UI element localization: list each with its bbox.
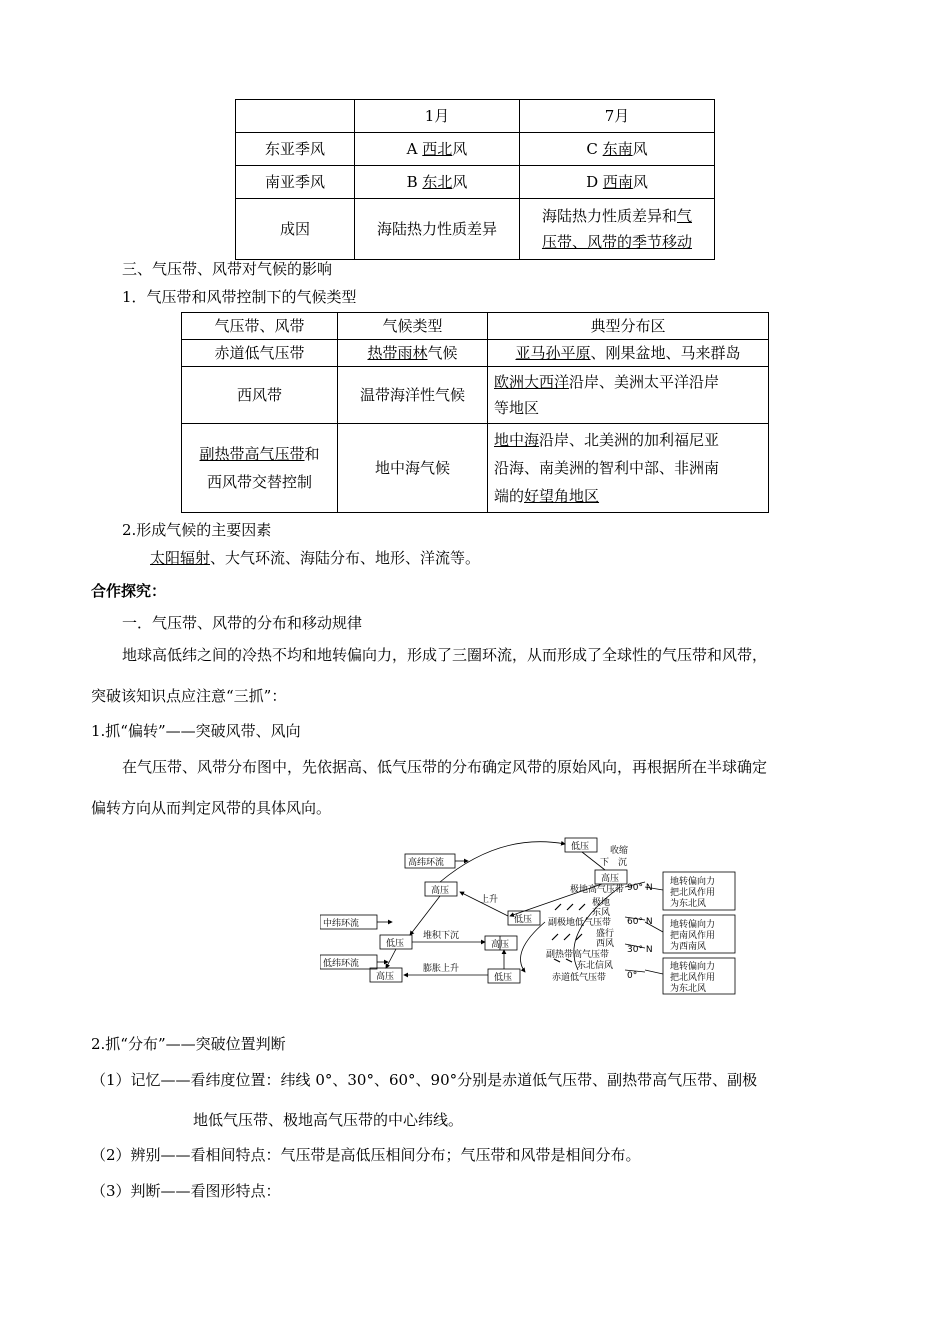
diagram-label: 东北信风 xyxy=(577,961,614,971)
table-cell xyxy=(520,166,715,199)
table-cell: 赤道低气压带 xyxy=(182,340,338,367)
list-item-continuation: 地低气压带、极地高气压带的中心纬线。 xyxy=(193,1111,464,1129)
table-cell: 地中海气候 xyxy=(338,424,488,513)
diagram-label: 副热带高气压带 xyxy=(546,950,610,960)
cell-underlined: 热带雨林 xyxy=(367,344,428,362)
diagram-label: 极地高气压带 xyxy=(570,885,625,895)
table-header-cell: 典型分布区 xyxy=(488,313,769,340)
table-header-cell: 1月 xyxy=(355,100,520,133)
table-cell xyxy=(182,424,338,513)
note-line: 地转偏向力 xyxy=(670,962,716,972)
cell-text: 、刚果盆地、马来群岛 xyxy=(590,344,741,362)
table-cell xyxy=(488,340,769,367)
note-line: 地转偏向力 xyxy=(670,920,716,930)
table-cell xyxy=(355,166,520,199)
table-row xyxy=(182,367,769,424)
row-label: 成因 xyxy=(236,199,355,260)
section-heading: 三、气压带、风带对气候的影响 xyxy=(122,260,333,278)
paragraph xyxy=(150,547,480,568)
diagram-label: 副极地低气压带 xyxy=(548,918,612,928)
diagram-label: 低纬环流 xyxy=(323,959,360,969)
cell-text: C xyxy=(586,140,603,158)
table-row xyxy=(236,100,715,133)
table-row xyxy=(182,313,769,340)
cell-text: A xyxy=(406,140,423,158)
diagram-label: 高压 xyxy=(431,886,450,896)
cell-text: 风 xyxy=(632,140,648,158)
diagram-label: 高纬环流 xyxy=(408,858,445,868)
table-cell: 海陆热力性质差异 xyxy=(355,199,520,260)
diagram-label: 高压 xyxy=(491,940,510,950)
table-header-cell: 气压带、风带 xyxy=(182,313,338,340)
latitude-label: 90° N xyxy=(627,883,653,893)
note-line: 地转偏向力 xyxy=(670,877,716,887)
diagram-label: 上升 xyxy=(480,895,499,905)
diagram-label: 低压 xyxy=(514,915,533,925)
subsection-heading: 一．气压带、风带的分布和移动规律 xyxy=(122,614,363,632)
diagram-label: 下 xyxy=(600,858,610,868)
cell-underlined: 地中海 xyxy=(494,431,540,449)
note-line: 为东北风 xyxy=(670,984,707,994)
cell-text: 风 xyxy=(452,140,468,158)
cell-underlined: 气 xyxy=(677,207,693,225)
row-label: 东亚季风 xyxy=(236,133,355,166)
latitude-label: 60° N xyxy=(627,917,653,927)
table-cell: 温带海洋性气候 xyxy=(338,367,488,424)
subsection-heading: 1．气压带和风带控制下的气候类型 xyxy=(122,288,357,306)
cell-underlined: 副热带高气压带 xyxy=(199,445,305,463)
paragraph: 偏转方向从而判定风带的具体风向。 xyxy=(91,799,332,817)
paragraph: 在气压带、风带分布图中，先依据高、低气压带的分布确定风带的原始风向，再根据所在半球确定 xyxy=(122,758,768,776)
table-row xyxy=(236,199,715,260)
diagram-label: 低压 xyxy=(494,973,513,983)
cell-text: 和 xyxy=(304,445,320,463)
row-label: 南亚季风 xyxy=(236,166,355,199)
cell-underlined: 西南 xyxy=(602,173,633,191)
table-cell xyxy=(520,133,715,166)
cell-underlined: 东北 xyxy=(422,173,453,191)
list-item: （1）记忆——看纬度位置：纬线 0°、30°、60°、90°分别是赤道低气压带、副热带高气压带、副极 xyxy=(91,1071,758,1089)
cell-text: 沿海、南美洲的智利中部、非洲南 xyxy=(494,459,720,477)
table-cell xyxy=(488,367,769,424)
cell-text: 风 xyxy=(632,173,648,191)
latitude-label: 0° xyxy=(627,971,638,981)
underlined-text: 太阳辐射 xyxy=(150,549,211,567)
diagram-label: 高压 xyxy=(601,874,620,884)
note-line: 为东北风 xyxy=(670,899,707,909)
cell-text: 西风带交替控制 xyxy=(206,473,312,491)
table-row xyxy=(182,424,769,513)
diagram-label: 西风 xyxy=(596,939,615,949)
table-header-cell xyxy=(236,100,355,133)
diagram-label: 低压 xyxy=(386,939,405,949)
cell-text: 沿岸、美洲太平洋沿岸 xyxy=(569,373,720,391)
diagram-label: 东风 xyxy=(592,908,611,918)
subsection-heading: 2.形成气候的主要因素 xyxy=(122,521,272,539)
table-cell xyxy=(355,133,520,166)
paragraph: 突破该知识点应注意“三抓”： xyxy=(91,687,287,705)
list-item: （2）辨别——看相间特点：气压带是高低压相间分布；气压带和风带是相间分布。 xyxy=(91,1146,641,1164)
cell-text: 气候 xyxy=(427,344,458,362)
table-cell: 西风带 xyxy=(182,367,338,424)
diagram-label: 膨胀上升 xyxy=(423,964,460,974)
cell-underlined: 东南 xyxy=(602,140,633,158)
diagram-label: 赤道低气压带 xyxy=(552,973,607,983)
diagram-label: 盛行 xyxy=(596,929,615,939)
cell-text: 端的 xyxy=(494,487,525,505)
table-cell xyxy=(488,424,769,513)
latitude-label: 30° N xyxy=(627,945,653,955)
table-header-cell: 7月 xyxy=(520,100,715,133)
circulation-diagram xyxy=(320,832,740,997)
table-row xyxy=(236,133,715,166)
cell-underlined: 亚马孙平原 xyxy=(515,344,591,362)
paragraph: 地球高低纬之间的冷热不均和地转偏向力，形成了三圈环流，从而形成了全球性的气压带和风带， xyxy=(122,646,768,664)
note-line: 把北风作用 xyxy=(670,888,716,898)
note-line: 把北风作用 xyxy=(670,973,716,983)
cell-text: 风 xyxy=(452,173,468,191)
cell-underlined: 欧洲大西洋 xyxy=(494,373,570,391)
cell-text: 沿岸、北美洲的加利福尼亚 xyxy=(539,431,720,449)
table-row xyxy=(236,166,715,199)
table-header-cell: 气候类型 xyxy=(338,313,488,340)
climate-table xyxy=(181,312,769,513)
cell-underlined: 西北 xyxy=(422,140,453,158)
table-cell xyxy=(520,199,715,260)
note-line: 把南风作用 xyxy=(670,931,716,941)
cell-text: 等地区 xyxy=(494,399,540,417)
subsection-heading: 1.抓“偏转”——突破风带、风向 xyxy=(91,722,301,740)
note-line: 为西南风 xyxy=(670,942,707,952)
diagram-label: 高压 xyxy=(376,972,395,982)
diagram-label: 收缩 xyxy=(610,846,629,856)
table-row xyxy=(182,340,769,367)
cell-text: B xyxy=(406,173,423,191)
table-cell xyxy=(338,340,488,367)
diagram-label: 低压 xyxy=(571,842,590,852)
cell-underlined: 压带、风带的季节移动 xyxy=(541,233,692,251)
text: 、大气环流、海陆分布、地形、洋流等。 xyxy=(210,549,481,567)
diagram-label: 极地 xyxy=(592,898,611,908)
monsoon-table xyxy=(235,99,715,260)
cell-underlined: 好望角地区 xyxy=(524,487,600,505)
list-item: （3）判断——看图形特点： xyxy=(91,1182,281,1200)
diagram-label: 中纬环流 xyxy=(323,919,360,929)
section-heading: 合作探究： xyxy=(91,582,167,600)
subsection-heading: 2.抓“分布”——突破位置判断 xyxy=(91,1035,286,1053)
cell-text: 海陆热力性质差异和 xyxy=(541,207,677,225)
diagram-label: 堆积下沉 xyxy=(423,931,460,941)
cell-text: D xyxy=(586,173,603,191)
diagram-label: 沉 xyxy=(618,858,628,868)
